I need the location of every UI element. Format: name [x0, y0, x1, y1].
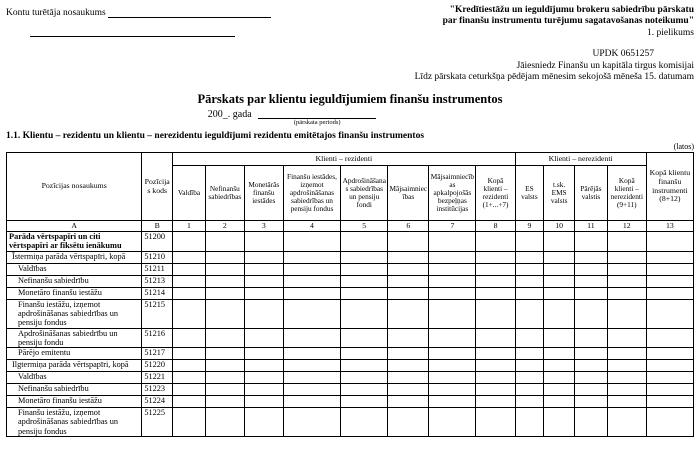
value-cell [544, 263, 575, 275]
value-cell [646, 328, 693, 348]
value-cell [173, 299, 206, 328]
column-header: Valdība [173, 166, 206, 221]
table-row [7, 275, 694, 287]
units-label: (latos) [673, 142, 694, 152]
table-row [7, 328, 694, 348]
column-header: Finanšu iestādes, izņemot apdrošināšanas sabiedrības un pensiju fondus [283, 166, 340, 221]
value-cell [515, 251, 544, 263]
table-row [7, 372, 694, 384]
value-cell [476, 328, 515, 348]
column-header: Pārējās valstis [575, 166, 608, 221]
column-index: 6 [388, 221, 429, 232]
value-cell [476, 263, 515, 275]
value-cell [476, 408, 515, 437]
value-cell [607, 348, 646, 360]
value-cell [544, 372, 575, 384]
period-caption: (pārskata periods) [293, 119, 341, 127]
value-cell [575, 372, 608, 384]
value-cell [429, 396, 476, 408]
value-cell [544, 408, 575, 437]
group-header-residents: Klienti – rezidenti [173, 153, 515, 166]
value-cell [476, 275, 515, 287]
value-cell [244, 396, 283, 408]
value-cell [544, 299, 575, 328]
column-header: Mājsaimniecības apkalpojošās bezpeļņas institūcijas [429, 166, 476, 221]
value-cell [429, 372, 476, 384]
value-cell [575, 408, 608, 437]
page-title: Pārskats par klientu ieguldījumiem finanšu instrumentos [197, 92, 503, 107]
column-index: A [7, 221, 142, 232]
value-cell [244, 232, 283, 252]
value-cell [575, 263, 608, 275]
value-cell [429, 408, 476, 437]
period-prefix: 200_. gada [207, 109, 252, 121]
value-cell [575, 396, 608, 408]
value-cell [429, 384, 476, 396]
value-cell [515, 287, 544, 299]
column-header: Mājsaimniecības [388, 166, 429, 221]
value-cell [544, 232, 575, 252]
value-cell [515, 275, 544, 287]
value-cell [205, 287, 244, 299]
submission-line-1: Jāiesniedz Finanšu un kapitāla tirgus komisijai [516, 60, 694, 71]
value-cell [515, 328, 544, 348]
group-header-nonresidents: Klienti – nerezidenti [515, 153, 646, 166]
value-cell [646, 348, 693, 360]
value-cell [388, 232, 429, 252]
table-row [7, 299, 694, 328]
value-cell [607, 360, 646, 372]
value-cell [173, 328, 206, 348]
value-cell [283, 263, 340, 275]
value-cell [607, 287, 646, 299]
table-row [7, 232, 694, 252]
document-header [6, 5, 694, 83]
column-header: Apdrošināšanas sabiedrības un pensiju fondi [341, 166, 388, 221]
value-cell [341, 232, 388, 252]
position-code-cell: 51213 [142, 275, 173, 287]
value-cell [388, 299, 429, 328]
value-cell [429, 251, 476, 263]
value-cell [476, 251, 515, 263]
value-cell [388, 360, 429, 372]
table-row [7, 251, 694, 263]
value-cell [173, 360, 206, 372]
value-cell [544, 251, 575, 263]
value-cell [544, 384, 575, 396]
column-index: 2 [205, 221, 244, 232]
value-cell [429, 328, 476, 348]
value-cell [476, 396, 515, 408]
position-name-cell: Īstermiņa parāda vērtspapīri, kopā [7, 251, 142, 263]
value-cell [388, 263, 429, 275]
table-row [7, 360, 694, 372]
value-cell [283, 299, 340, 328]
column-header-position-code: Pozīcijas kods [142, 153, 173, 221]
value-cell [607, 263, 646, 275]
value-cell [544, 360, 575, 372]
value-cell [341, 384, 388, 396]
value-cell [173, 372, 206, 384]
value-cell [341, 396, 388, 408]
value-cell [575, 275, 608, 287]
account-holder-block [6, 5, 306, 37]
position-name-cell: Parāda vērtspapīri un citi vērtspapīri ar fiksētu ienākumu [7, 232, 142, 252]
value-cell [244, 384, 283, 396]
value-cell [515, 232, 544, 252]
value-cell [283, 287, 340, 299]
column-header: Kopā klienti – nerezidenti (9+11) [607, 166, 646, 221]
column-header-position-name: Pozīcijas nosaukums [7, 153, 142, 221]
value-cell [173, 396, 206, 408]
value-cell [646, 360, 693, 372]
value-cell [205, 328, 244, 348]
regulation-reference-block [415, 5, 694, 83]
value-cell [607, 408, 646, 437]
value-cell [476, 299, 515, 328]
value-cell [205, 348, 244, 360]
table-row [7, 396, 694, 408]
value-cell [283, 372, 340, 384]
value-cell [173, 275, 206, 287]
value-cell [476, 232, 515, 252]
position-name-cell: Ilgtermiņa parāda vērtspapīri, kopā [7, 360, 142, 372]
value-cell [283, 408, 340, 437]
position-code-cell: 51211 [142, 263, 173, 275]
value-cell [515, 348, 544, 360]
value-cell [476, 348, 515, 360]
position-code-cell: 51225 [142, 408, 173, 437]
section-heading: 1.1. Klientu – rezidentu un klientu – nerezidentu ieguldījumi rezidentu emitētajos finanšu instrumentos [6, 131, 425, 142]
value-cell [173, 348, 206, 360]
value-cell [244, 275, 283, 287]
value-cell [341, 299, 388, 328]
value-cell [341, 360, 388, 372]
value-cell [544, 287, 575, 299]
value-cell [341, 328, 388, 348]
position-name-cell: Nefinanšu sabiedrību [7, 384, 142, 396]
value-cell [515, 372, 544, 384]
value-cell [646, 232, 693, 252]
value-cell [646, 396, 693, 408]
value-cell [205, 384, 244, 396]
value-cell [607, 299, 646, 328]
column-index: 1 [173, 221, 206, 232]
value-cell [607, 384, 646, 396]
account-holder-blank-line-2 [30, 26, 235, 37]
column-header: t.sk. EMS valsts [544, 166, 575, 221]
value-cell [544, 328, 575, 348]
value-cell [388, 372, 429, 384]
position-code-cell: 51221 [142, 372, 173, 384]
value-cell [429, 348, 476, 360]
submission-line-2: Līdz pārskata ceturkšņa pēdējam mēnesim sekojošā mēneša 15. datumam [414, 71, 694, 82]
value-cell [544, 348, 575, 360]
period-blank [258, 109, 376, 127]
value-cell [607, 372, 646, 384]
position-name-cell: Finanšu iestāžu, izņemot apdrošināšanas sabiedrības un pensiju fondus [7, 299, 142, 328]
position-name-cell: Apdrošināšanas sabiedrību un pensiju fondu [7, 328, 142, 348]
value-cell [646, 251, 693, 263]
value-cell [515, 263, 544, 275]
value-cell [341, 275, 388, 287]
value-cell [575, 348, 608, 360]
column-index: 10 [544, 221, 575, 232]
value-cell [429, 275, 476, 287]
position-name-cell: Monetāro finanšu iestāžu [7, 287, 142, 299]
value-cell [646, 263, 693, 275]
value-cell [515, 408, 544, 437]
value-cell [283, 360, 340, 372]
column-index: 7 [429, 221, 476, 232]
value-cell [283, 251, 340, 263]
column-header: Kopā klienti – rezidenti (1+...+7) [476, 166, 515, 221]
value-cell [205, 408, 244, 437]
value-cell [607, 328, 646, 348]
value-cell [476, 372, 515, 384]
value-cell [607, 251, 646, 263]
value-cell [244, 263, 283, 275]
position-code-cell: 51210 [142, 251, 173, 263]
column-header: Nefinanšu sabiedrības [205, 166, 244, 221]
column-index: B [142, 221, 173, 232]
account-holder-line [6, 7, 306, 18]
table-row [7, 348, 694, 360]
value-cell [575, 299, 608, 328]
value-cell [575, 328, 608, 348]
position-name-cell: Pārējo emitentu [7, 348, 142, 360]
value-cell [205, 396, 244, 408]
value-cell [607, 232, 646, 252]
value-cell [388, 396, 429, 408]
value-cell [205, 263, 244, 275]
column-index: 12 [607, 221, 646, 232]
column-index: 13 [646, 221, 693, 232]
account-holder-blank-line-1 [108, 7, 271, 18]
period-blank-line [258, 109, 376, 119]
value-cell [388, 275, 429, 287]
report-table [6, 152, 694, 437]
table-header-group-row [7, 153, 694, 166]
report-period-row [0, 109, 636, 127]
account-holder-label: Kontu turētāja nosaukums [6, 8, 106, 18]
value-cell [341, 251, 388, 263]
position-code-cell: 51200 [142, 232, 173, 252]
value-cell [244, 328, 283, 348]
value-cell [575, 251, 608, 263]
value-cell [244, 408, 283, 437]
value-cell [388, 408, 429, 437]
table-row [7, 384, 694, 396]
value-cell [205, 372, 244, 384]
position-name-cell: Valdības [7, 372, 142, 384]
column-index: 9 [515, 221, 544, 232]
value-cell [283, 275, 340, 287]
value-cell [341, 263, 388, 275]
value-cell [341, 348, 388, 360]
updk-code: UPDK 0651257 [592, 49, 654, 60]
document-page [6, 5, 694, 437]
value-cell [515, 299, 544, 328]
value-cell [205, 232, 244, 252]
position-code-cell: 51223 [142, 384, 173, 396]
value-cell [544, 275, 575, 287]
value-cell [476, 360, 515, 372]
table-row [7, 263, 694, 275]
value-cell [283, 384, 340, 396]
value-cell [388, 287, 429, 299]
value-cell [244, 372, 283, 384]
column-index: 11 [575, 221, 608, 232]
value-cell [388, 251, 429, 263]
value-cell [429, 287, 476, 299]
value-cell [429, 232, 476, 252]
value-cell [341, 287, 388, 299]
value-cell [388, 328, 429, 348]
value-cell [205, 360, 244, 372]
value-cell [173, 232, 206, 252]
value-cell [173, 251, 206, 263]
value-cell [341, 408, 388, 437]
value-cell [283, 232, 340, 252]
table-row [7, 287, 694, 299]
position-code-cell: 51216 [142, 328, 173, 348]
column-header: Monetārās finanšu iestādes [244, 166, 283, 221]
position-code-cell: 51224 [142, 396, 173, 408]
position-name-cell: Nefinanšu sabiedrību [7, 275, 142, 287]
value-cell [205, 299, 244, 328]
value-cell [283, 348, 340, 360]
value-cell [244, 360, 283, 372]
position-name-cell: Valdības [7, 263, 142, 275]
column-index: 4 [283, 221, 340, 232]
table-row [7, 408, 694, 437]
value-cell [646, 372, 693, 384]
value-cell [646, 384, 693, 396]
value-cell [244, 251, 283, 263]
value-cell [646, 408, 693, 437]
value-cell [205, 251, 244, 263]
report-table-body [7, 232, 694, 437]
value-cell [173, 384, 206, 396]
value-cell [388, 384, 429, 396]
value-cell [173, 287, 206, 299]
value-cell [476, 384, 515, 396]
value-cell [646, 275, 693, 287]
regulation-line-2: par finanšu instrumentu turējumu sagatavošanas noteikumu" [442, 16, 694, 27]
value-cell [575, 384, 608, 396]
table-index-row [7, 221, 694, 232]
value-cell [388, 348, 429, 360]
value-cell [429, 263, 476, 275]
value-cell [515, 396, 544, 408]
value-cell [575, 360, 608, 372]
value-cell [607, 396, 646, 408]
value-cell [607, 275, 646, 287]
value-cell [244, 348, 283, 360]
value-cell [515, 384, 544, 396]
value-cell [173, 263, 206, 275]
value-cell [575, 287, 608, 299]
value-cell [515, 360, 544, 372]
position-name-cell: Monetāro finanšu iestāžu [7, 396, 142, 408]
position-code-cell: 51217 [142, 348, 173, 360]
value-cell [476, 287, 515, 299]
value-cell [646, 299, 693, 328]
value-cell [544, 396, 575, 408]
position-code-cell: 51215 [142, 299, 173, 328]
regulation-line-1: "Kredītiestāžu un ieguldījumu brokeru sabiedrību pārskatu [449, 5, 694, 15]
value-cell [429, 299, 476, 328]
position-code-cell: 51220 [142, 360, 173, 372]
value-cell [283, 396, 340, 408]
value-cell [244, 287, 283, 299]
column-header: ES valsts [515, 166, 544, 221]
column-index: 3 [244, 221, 283, 232]
value-cell [244, 299, 283, 328]
position-name-cell: Finanšu iestāžu, izņemot apdrošināšanas sabiedrības un pensiju fondus [7, 408, 142, 437]
column-index: 8 [476, 221, 515, 232]
position-code-cell: 51214 [142, 287, 173, 299]
column-header-grand-total: Kopā klientu finanšu instrumenti (8+12) [646, 153, 693, 221]
value-cell [341, 372, 388, 384]
value-cell [283, 328, 340, 348]
value-cell [429, 360, 476, 372]
value-cell [646, 287, 693, 299]
column-index: 5 [341, 221, 388, 232]
value-cell [173, 408, 206, 437]
value-cell [575, 232, 608, 252]
value-cell [205, 275, 244, 287]
regulation-annex: 1. pielikums [647, 27, 694, 38]
